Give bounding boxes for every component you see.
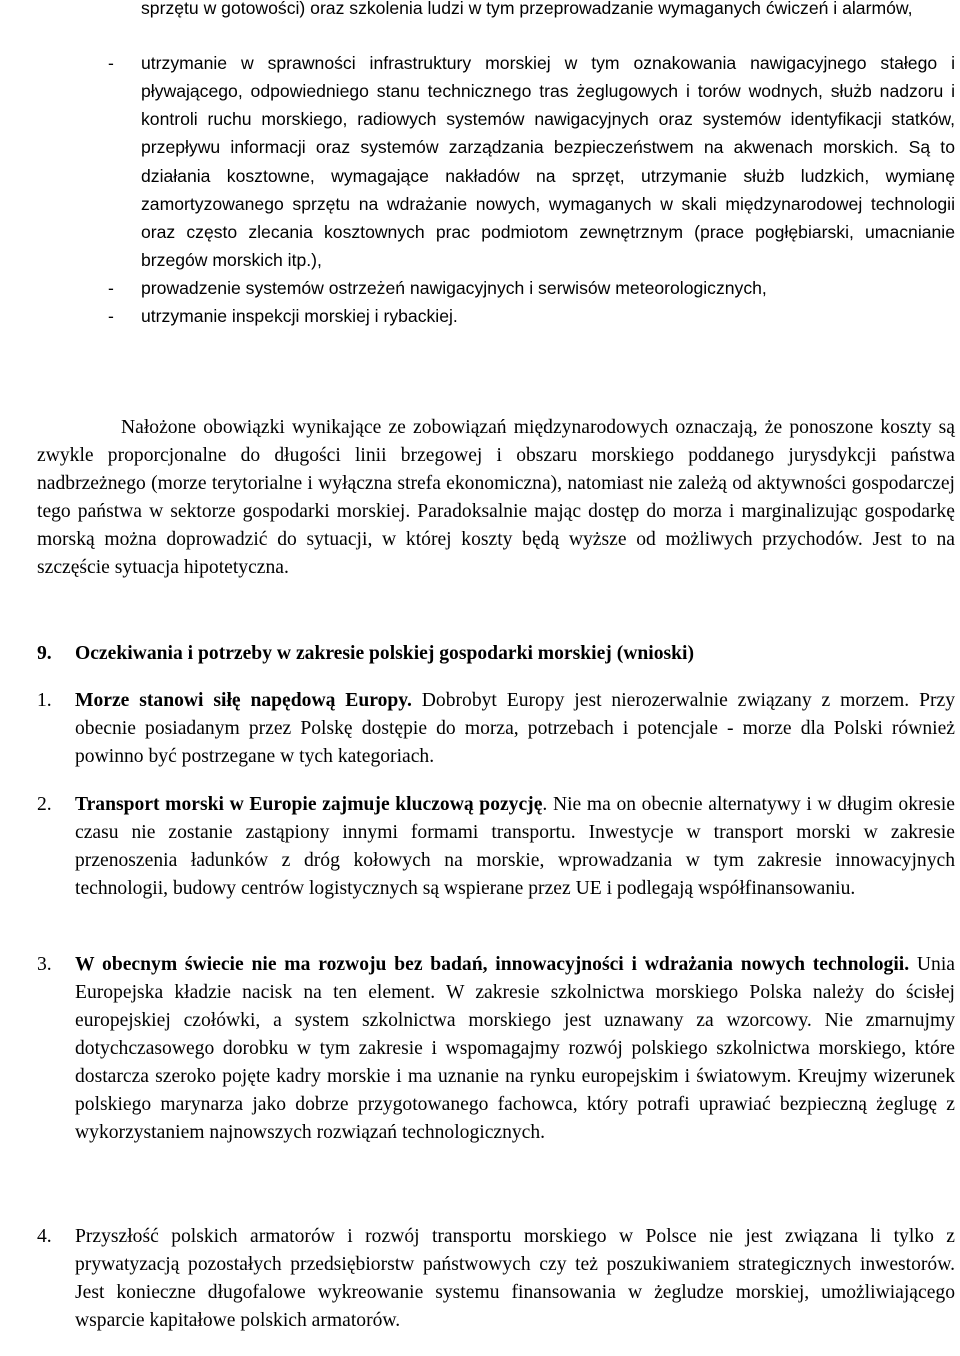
item-body	[75, 951, 955, 1147]
numbered-item	[37, 951, 955, 1147]
numbered-item	[37, 1223, 955, 1335]
numbered-item	[37, 687, 955, 771]
intro-paragraph	[37, 414, 955, 582]
bullet-text: prowadzenie systemów ostrzeżeń nawigacyjnych i serwisów meteorologicznych,	[141, 278, 767, 299]
item-number: 4.	[37, 1226, 52, 1247]
bullet-item	[108, 302, 955, 330]
bullet-list	[108, 49, 955, 331]
numbered-item	[37, 791, 955, 903]
continuation-text	[141, 0, 955, 22]
item-body	[75, 1223, 955, 1335]
bullet-item	[108, 274, 955, 302]
item-lead: W obecnym świecie nie ma rozwoju bez badań, innowacyjności i wdrażania nowych technologii.	[75, 954, 910, 975]
section-number: 9.	[37, 643, 52, 664]
section-heading	[37, 640, 955, 668]
item-body	[75, 687, 955, 771]
bullet-text: utrzymanie w sprawności infrastruktury morskiej w tym oznakowania nawigacyjnego stałego i pływającego, odpowiedniego stanu technicznego tras żeglugowych i torów wodnych, służb nadzoru i kontroli ruchu morskiego, radiowych systemów nawigacyjnych oraz systemów identyfikacji statków, przepływu informacji oraz systemów zarządzania bezpieczeństwem na akwenach morskich. Są to działania kosztowne, wymagające nakładów na sprzęt, utrzymanie służb ludzkich, wymianę zamortyzowanego sprzętu na wdrażanie nowych, wymaganych w skali międzynarodowej technologii oraz często zlecania kosztownych prac podmiotom zewnętrznym (prace pogłębiarski, umacnianie brzegów morskich itp.),	[141, 53, 955, 271]
continuation-text-content: sprzętu w gotowości) oraz szkolenia ludzi w tym przeprowadzanie wymaganych ćwiczeń i alarmów,	[141, 0, 913, 18]
item-text: . Nie ma on obecnie alternatywy i w długim okresie czasu nie zostanie zastąpiony innymi formami transportu. Inwestycje w transport morski w zakresie przenoszenia ładunków z dróg kołowych na morskie, wprowadzania w tym zakresie innowacyjnych technologii, budowy centrów logistycznych są wspierane przez UE i podlegają współfinansowaniu.	[75, 794, 955, 899]
section-title: Oczekiwania i potrzeby w zakresie polskiej gospodarki morskiej (wnioski)	[75, 643, 695, 664]
bullet-dash: -	[108, 278, 114, 299]
item-number: 2.	[37, 794, 52, 815]
item-body	[75, 791, 955, 903]
item-text: Dobrobyt Europy jest nierozerwalnie związany z morzem. Przy obecnie posiadanym przez Polskę dostępie do morza, potrzebach i potencjale - morze dla Polski również powinno być postrzegane w tych kategoriach.	[75, 690, 955, 767]
item-lead: Morze stanowi siłę napędową Europy.	[75, 690, 412, 711]
item-number: 3.	[37, 954, 52, 975]
item-text: Przyszłość polskich armatorów i rozwój transportu morskiego w Polsce nie jest związana li tylko z prywatyzacją pozostałych przedsiębiorstw państwowych czy też poszukiwaniem strategicznych inwestorów. Jest konieczne długofalowe wykreowanie systemu finansowania w żegludze morskiej, umożliwiającego wsparcie kapitałowe polskich armatorów.	[75, 1226, 955, 1331]
item-text: Unia Europejska kładzie nacisk na ten element. W zakresie szkolnictwa morskiego Polska należy do ścisłej europejskiej czołówki, a system szkolnictwa morskiego jest uznawany za wzorcowy. Nie zmarnujmy dotychczasowego dorobku w tym zakresie i wspomagajmy rozwój polskiego szkolnictwa morskiego, które dostarcza szeroko pojęte kadry morskie i ma uznanie na rynku europejskim i światowym. Kreujmy wizerunek polskiego marynarza jako dobrze przygotowanego fachowca, który potrafi uprawiać bezpieczną żeglugę z wykorzystaniem najnowszych rozwiązań technologicznych.	[75, 954, 955, 1143]
bullet-dash: -	[108, 306, 114, 327]
bullet-text: utrzymanie inspekcji morskiej i rybackiej.	[141, 306, 458, 327]
item-number: 1.	[37, 690, 52, 711]
bullet-dash: -	[108, 53, 114, 73]
item-lead: Transport morski w Europie zajmuje kluczową pozycję	[75, 794, 543, 815]
bullet-item	[108, 49, 955, 274]
intro-paragraph-text: Nałożone obowiązki wynikające ze zobowiązań międzynarodowych oznaczają, że ponoszone koszty są zwykle proporcjonalne do długości linii brzegowej i obszaru morskiego poddanego jurysdykcji państwa nadbrzeżnego (morze terytorialne i wyłączna strefa ekonomiczna), natomiast nie zależą od aktywności gospodarczej tego państwa w sektorze gospodarki morskiej. Paradoksalnie mając dostęp do morza i marginalizując gospodarkę morską można doprowadzić do sytuacji, w której koszty będą wyższe od możliwych przychodów. Jest to na szczęście sytuacja hipotetyczna.	[37, 417, 955, 578]
